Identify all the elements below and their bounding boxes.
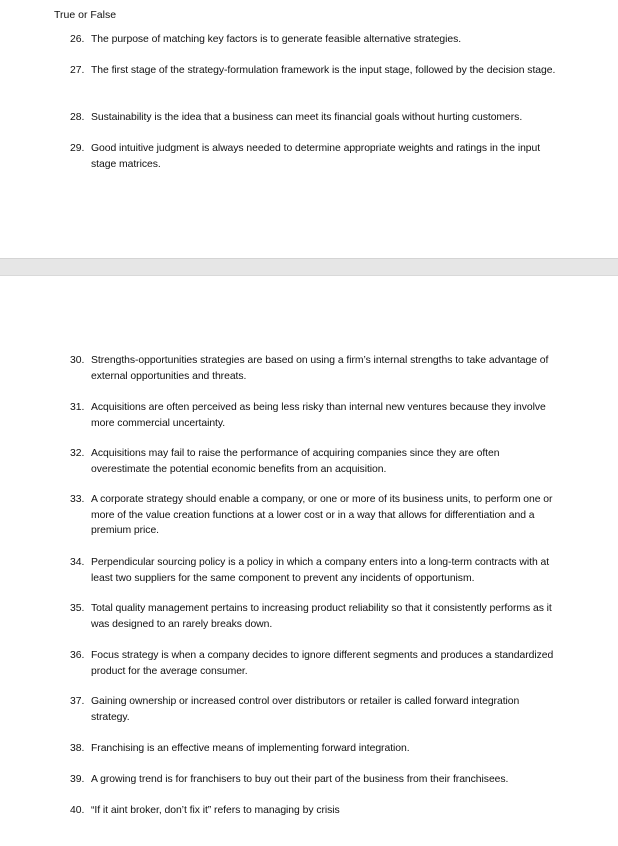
- question-item: [70, 32, 556, 48]
- question-number: 31.: [70, 402, 85, 413]
- question-item: [70, 648, 556, 679]
- question-text: The purpose of matching key factors is to generate feasible alternative strategies.: [91, 34, 462, 45]
- question-number: 29.: [70, 143, 85, 154]
- question-number: 37.: [70, 696, 85, 707]
- question-number: 36.: [70, 650, 85, 661]
- question-item: [70, 555, 556, 586]
- question-text: Acquisitions may fail to raise the performance of acquiring companies since they are often overestimate the potential economic benefits from an acquisition.: [91, 448, 500, 475]
- question-item: [70, 110, 556, 126]
- question-item: [70, 63, 556, 79]
- question-text: Good intuitive judgment is always needed to determine appropriate weights and ratings in the input stage matrices.: [91, 143, 541, 170]
- question-number: 35.: [70, 603, 85, 614]
- question-number: 33.: [70, 494, 85, 505]
- question-item: [70, 400, 556, 431]
- question-item: [70, 492, 556, 539]
- question-text: Franchising is an effective means of implementing forward integration.: [91, 743, 410, 754]
- question-text: Total quality management pertains to increasing product reliability so that it consistently performs as it was designed to an rarely breaks down.: [91, 603, 552, 630]
- question-number: 40.: [70, 805, 85, 816]
- section-heading: True or False: [54, 9, 117, 21]
- question-item: [70, 741, 556, 757]
- question-number: 26.: [70, 34, 85, 45]
- question-item: [70, 446, 556, 477]
- question-number: 39.: [70, 774, 85, 785]
- document-page-1: [0, 0, 618, 258]
- question-item: [70, 694, 556, 725]
- question-text: The first stage of the strategy-formulation framework is the input stage, followed by the decision stage.: [91, 65, 556, 76]
- question-text: Sustainability is the idea that a business can meet its financial goals without hurting customers.: [91, 112, 523, 123]
- question-number: 27.: [70, 65, 85, 76]
- question-text: Acquisitions are often perceived as being less risky than internal new ventures because they involve more commercial uncertainty.: [91, 402, 546, 429]
- question-text: Strengths-opportunities strategies are based on using a firm’s internal strengths to take advantage of external opportunities and threats.: [91, 355, 549, 382]
- question-text: A growing trend is for franchisers to buy out their part of the business from their franchisees.: [91, 774, 509, 785]
- question-number: 34.: [70, 557, 85, 568]
- question-text: “If it aint broker, don’t fix it” refers to managing by crisis: [91, 805, 340, 816]
- question-item: [70, 353, 556, 384]
- question-number: 30.: [70, 355, 85, 366]
- question-text: A corporate strategy should enable a company, or one or more of its business units, to perform one or more of the value creation functions at a lower cost or in a way that allows for differentiation and a premium price.: [91, 494, 553, 536]
- document-page-2: [0, 276, 618, 846]
- question-item: [70, 601, 556, 632]
- question-item: [70, 803, 556, 819]
- question-item: [70, 141, 556, 172]
- question-item: [70, 772, 556, 788]
- question-text: Focus strategy is when a company decides to ignore different segments and produces a standardized product for the average consumer.: [91, 650, 554, 677]
- question-number: 32.: [70, 448, 85, 459]
- question-text: Gaining ownership or increased control over distributors or retailer is called forward integration strategy.: [91, 696, 520, 723]
- question-text: Perpendicular sourcing policy is a policy in which a company enters into a long-term contracts with at least two suppliers for the same component to prevent any incidents of opportunism.: [91, 557, 550, 584]
- page-break: [0, 258, 618, 276]
- question-number: 38.: [70, 743, 85, 754]
- question-number: 28.: [70, 112, 85, 123]
